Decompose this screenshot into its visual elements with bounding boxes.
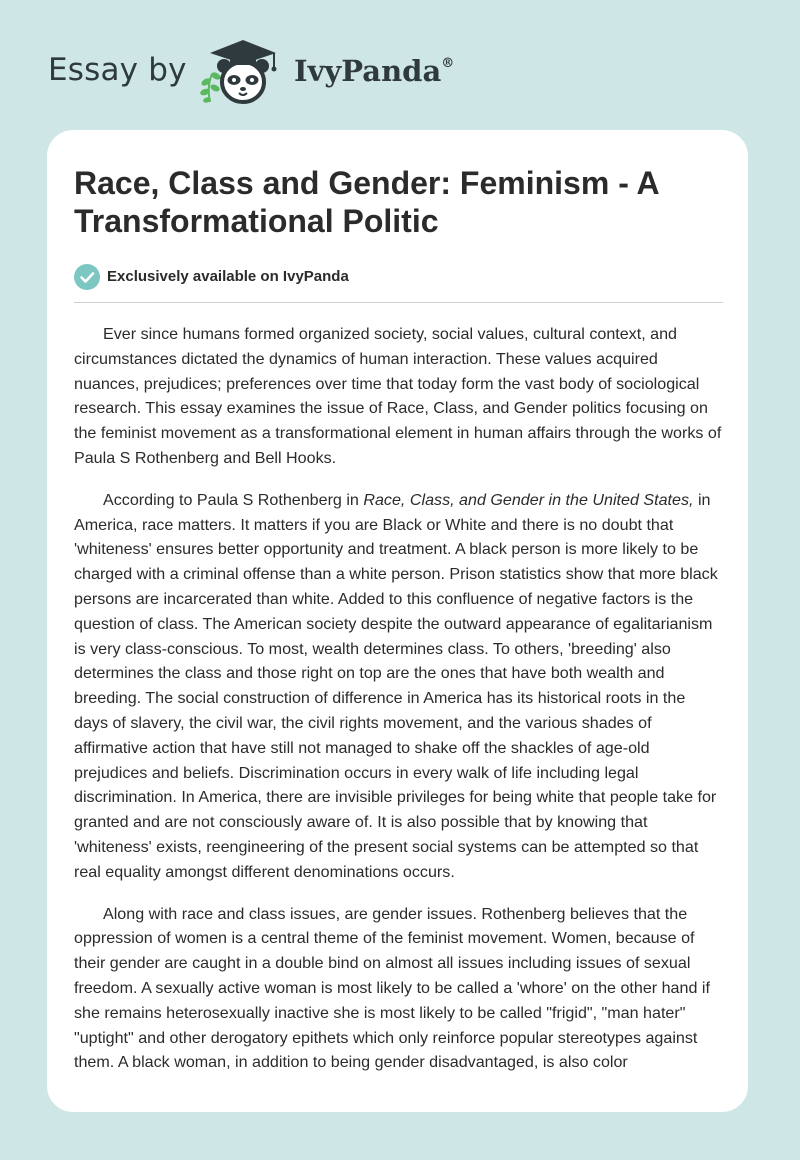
brand-prefix: Essay by [48, 52, 187, 88]
paragraph-1: Ever since humans formed organized society, social values, cultural context, and circumstances dictated the dynamics of human interaction. These values acquired nuances, prejudices; preferences over time that today form the vast body of sociological research. This essay examines the issue of Race, Class, and Gender politics focusing on the feminist movement as a transformational element in human affairs through the works of Paula S Rothenberg and Bell Hooks. [74, 325, 722, 467]
essay-card [47, 130, 748, 1112]
brand-name [294, 54, 454, 88]
paragraph-2-lead: According to Paula S Rothenberg in [103, 490, 364, 509]
paragraph-2-rest: in America, race matters. It matters if you are Black or White and there is no doubt that 'whiteness' ensures better opportunity and treatment. A black person is more likely to be charged with a criminal offense than a white person. Prison statistics show that more black persons are incarcerated than white. Added to this confluence of negative factors is the question of class. The American society despite the outward appearance of egalitarianism is very class-conscious. To most, wealth determines class. To others, 'breeding' also determines the class and those right on top are the ones that have both wealth and breeding. The social construction of difference in America has its historical roots in the days of slavery, the civil war, the civil rights movement, and the various shades of affirmative action that have still not managed to shake off the shackles of age-old prejudices and beliefs. Discrimination occurs in every walk of life including legal discrimination. In America, there are invisible privileges for being white that people take for granted and are not consciously aware of. It is also possible that by knowing that 'whiteness' exists, reengineering of the present social systems can be attempted so that real equality amongst different denominations occurs. [74, 490, 718, 881]
registered-mark: ® [441, 56, 455, 71]
panda-graduate-icon [196, 36, 292, 108]
exclusive-badge-text: Exclusively available on IvyPanda [107, 268, 349, 285]
essay-title: Race, Class and Gender: Feminism - A Transformational Politic [74, 165, 659, 239]
brand-name-text: IvyPanda [294, 54, 442, 88]
book-title: Race, Class, and Gender in the United States, [363, 490, 694, 509]
essay-body [74, 322, 723, 1092]
paragraph-2 [74, 488, 723, 885]
divider [74, 302, 723, 303]
check-circle-icon [74, 264, 100, 290]
site-header [0, 0, 800, 120]
paragraph-3: Along with race and class issues, are gender issues. Rothenberg believes that the oppression of women is a central theme of the feminist movement. Women, because of their gender are caught in a double bind on almost all issues including issues of sexual freedom. A sexually active woman is most likely to be called a 'whore' on the other hand if she remains heterosexually inactive she is most likely to be called "frigid", "man hater" "uptight" and other derogatory epithets which only reinforce popular stereotypes against them. A black woman, in addition to being gender disadvantaged, is also color [74, 904, 710, 1072]
